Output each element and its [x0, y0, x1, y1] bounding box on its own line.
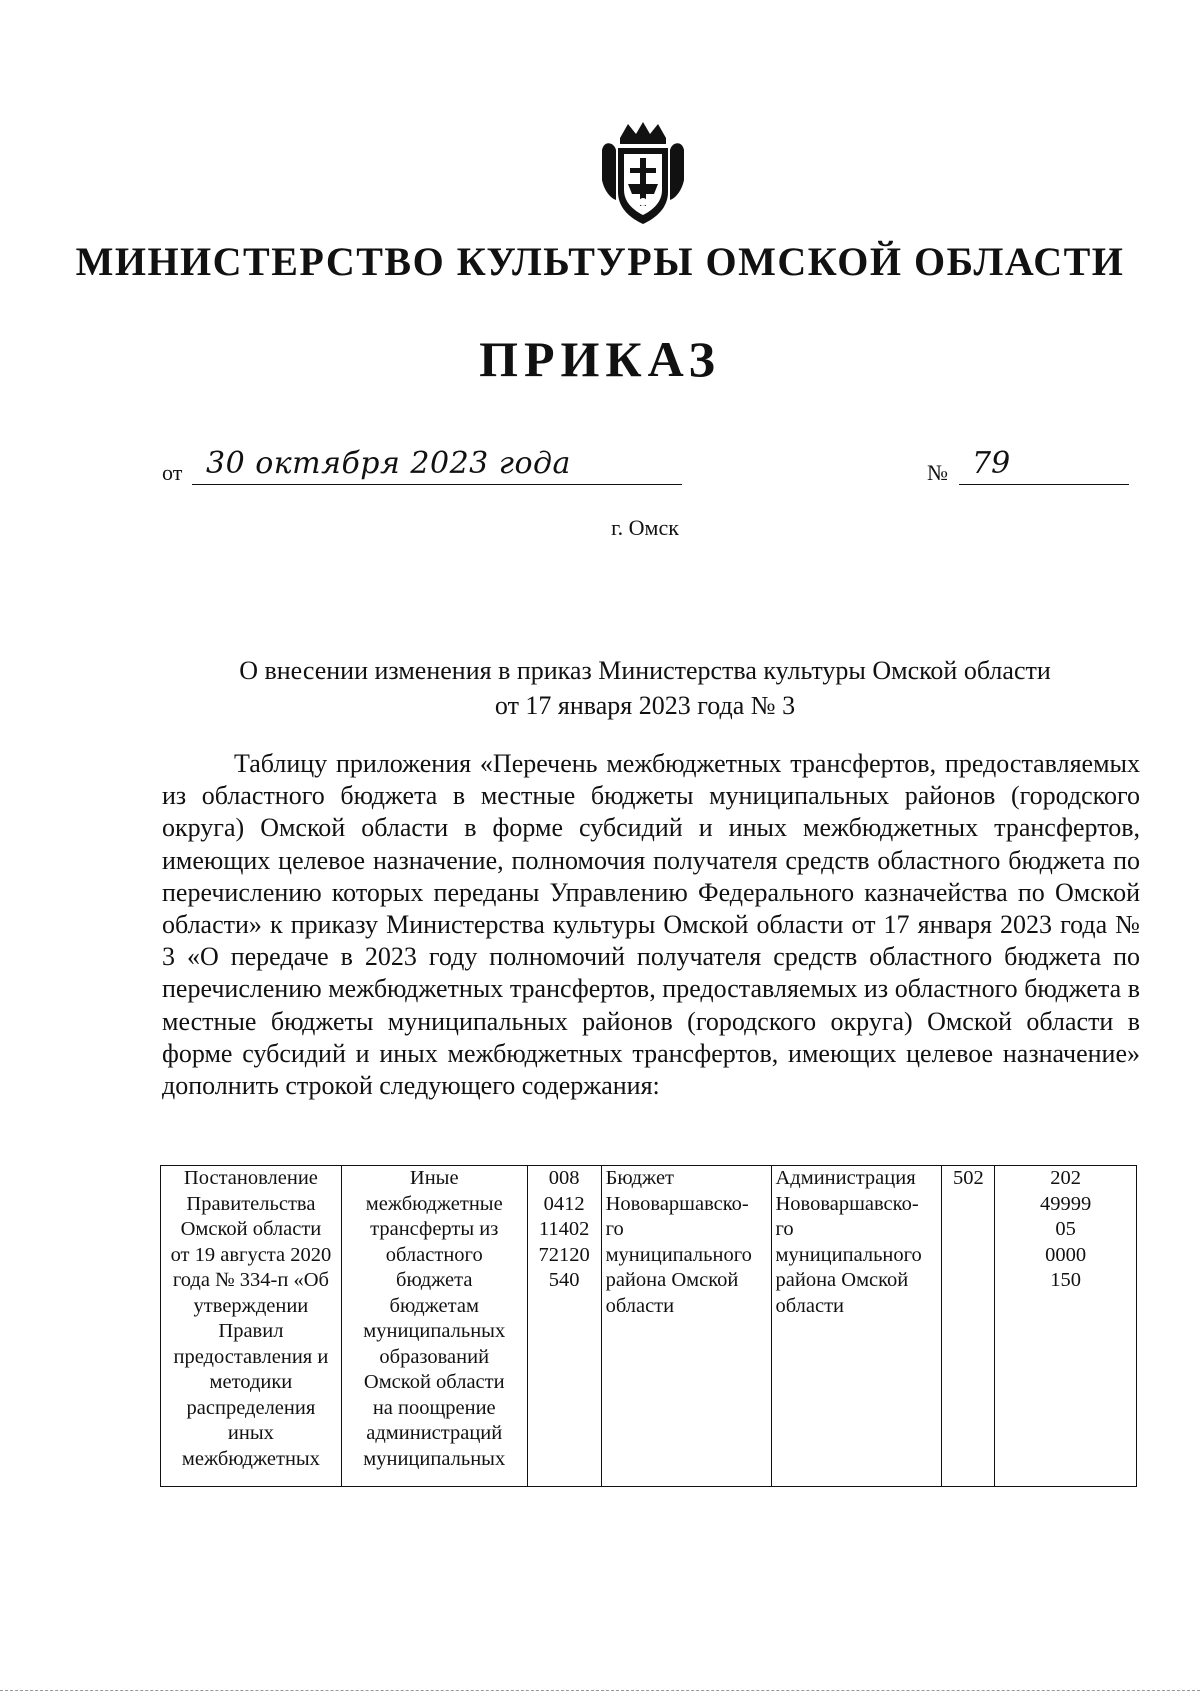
order-body [162, 748, 1140, 1102]
table-cell-line: муниципальных [363, 1320, 506, 1342]
table-cell-line: администраций [366, 1422, 503, 1444]
table-cell-line: бюджета [396, 1269, 473, 1291]
table-cell-line: утверждении [193, 1294, 309, 1317]
subject-line-2: от 17 января 2023 года № 3 [494, 691, 796, 720]
table-cell-line: го [605, 1218, 624, 1240]
table-cell-line: го [775, 1218, 794, 1240]
table-cell-line: 540 [548, 1269, 580, 1291]
table-cell-legal-basis [161, 1166, 342, 1487]
table-cell-administrator [771, 1166, 942, 1487]
table-cell-line: Администрация [775, 1167, 916, 1189]
table-cell-line: межбюджетные [365, 1192, 503, 1215]
number-prefix: № [927, 460, 948, 485]
table-cell-line: межбюджетных [181, 1447, 320, 1470]
city-label: г. Омск [611, 515, 679, 540]
scan-edge-line [0, 1690, 1200, 1692]
table-cell-transfer-name [341, 1166, 527, 1487]
table-cell-line: распределения [186, 1396, 316, 1419]
table-cell-revenue-code [995, 1166, 1137, 1487]
table-row [161, 1166, 1137, 1487]
table-cell-line: трансферты из [370, 1218, 499, 1240]
date-prefix: от [162, 460, 183, 485]
table-cell-line: 72120 [538, 1243, 590, 1266]
table-cell-recipient-budget [601, 1166, 771, 1487]
table-cell-line: Омской области [363, 1371, 505, 1393]
table-cell-line: 150 [1050, 1269, 1082, 1291]
table-cell-line: 49999 [1040, 1192, 1092, 1215]
table-cell-line: 202 [1050, 1167, 1082, 1189]
table-cell-line: Нововаршавско- [775, 1192, 919, 1215]
table-cell-line: образований [379, 1345, 490, 1368]
table-cell-line: 502 [953, 1167, 984, 1189]
ministry-name: МИНИСТЕРСТВО КУЛЬТУРЫ ОМСКОЙ ОБЛАСТИ [75, 239, 1125, 284]
table-cell-line: Правительства [186, 1192, 316, 1215]
table-cell-line: Иные [409, 1167, 459, 1189]
table-cell-line: 11402 [538, 1218, 590, 1240]
table-cell-line: Омской области [180, 1218, 322, 1240]
body-paragraph: Таблицу приложения «Перечень межбюджетных трансфертов, предоставляемых из областного бюджета в местные бюджеты муниципальных районов (городского округа) Омской области в форме субсидий и иных межбюджетных трансфертов, имеющих целевое назначение, полномочия получателя средств областного бюджета по перечислению которых переданы Управлению Федерального казначейства по Омской области» к приказу Министерства культуры Омской области от 17 января 2023 года № 3 «О передаче в 2023 году полномочий получателя средств областного бюджета по перечислению межбюджетных трансфертов, предоставляемых из областного бюджета в местные бюджеты муниципальных районов (городского округа) Омской области в форме субсидий и иных межбюджетных трансфертов, имеющих целевое назначение» дополнить строкой следующего содержания: [162, 749, 1140, 1101]
order-subject [160, 653, 1130, 723]
table-cell-line: Нововаршавско- [605, 1192, 749, 1215]
table-cell-line: муниципальных [363, 1447, 506, 1470]
omsk-coat-of-arms-icon [598, 120, 688, 226]
table-cell-budget-code [527, 1166, 601, 1487]
table-cell-line: 0412 [543, 1192, 585, 1215]
table-cell-line: от 19 августа 2020 [170, 1243, 332, 1266]
table-cell-line: 008 [548, 1167, 580, 1189]
table-cell-line: областного [385, 1243, 483, 1266]
table-cell-line: предоставления и [173, 1345, 329, 1368]
table-cell-line: 05 [1055, 1218, 1076, 1240]
table-cell-line: области [775, 1294, 845, 1317]
added-table-row [160, 1165, 1137, 1487]
table-cell-line: бюджетам [389, 1294, 479, 1317]
table-cell-line: методики [209, 1371, 293, 1393]
table-cell-line: муниципального [775, 1243, 922, 1266]
date-number-row [162, 446, 1132, 496]
table-cell-line: на поощрение [372, 1396, 496, 1419]
table-cell-line: Бюджет [605, 1167, 675, 1189]
handwritten-number: 79 [972, 446, 1011, 481]
table-cell-line: области [605, 1294, 675, 1317]
table-cell-line: года № 334-п «Об [172, 1269, 329, 1291]
handwritten-date: 30 октября 2023 года [206, 446, 571, 481]
table-cell-line: иных [227, 1422, 274, 1444]
table-cell-line: Постановление [183, 1167, 318, 1189]
table-cell-line: муниципального [605, 1243, 752, 1266]
table-cell-line: 0000 [1045, 1243, 1087, 1266]
document-type-title: ПРИКАЗ [479, 331, 721, 387]
subject-line-1: О внесении изменения в приказ Министерства культуры Омской области [239, 656, 1051, 685]
table-cell-line: района Омской [775, 1269, 909, 1291]
table-cell-admin-code [942, 1166, 995, 1487]
table-cell-line: района Омской [605, 1269, 739, 1291]
table-cell-line: Правил [218, 1320, 284, 1342]
